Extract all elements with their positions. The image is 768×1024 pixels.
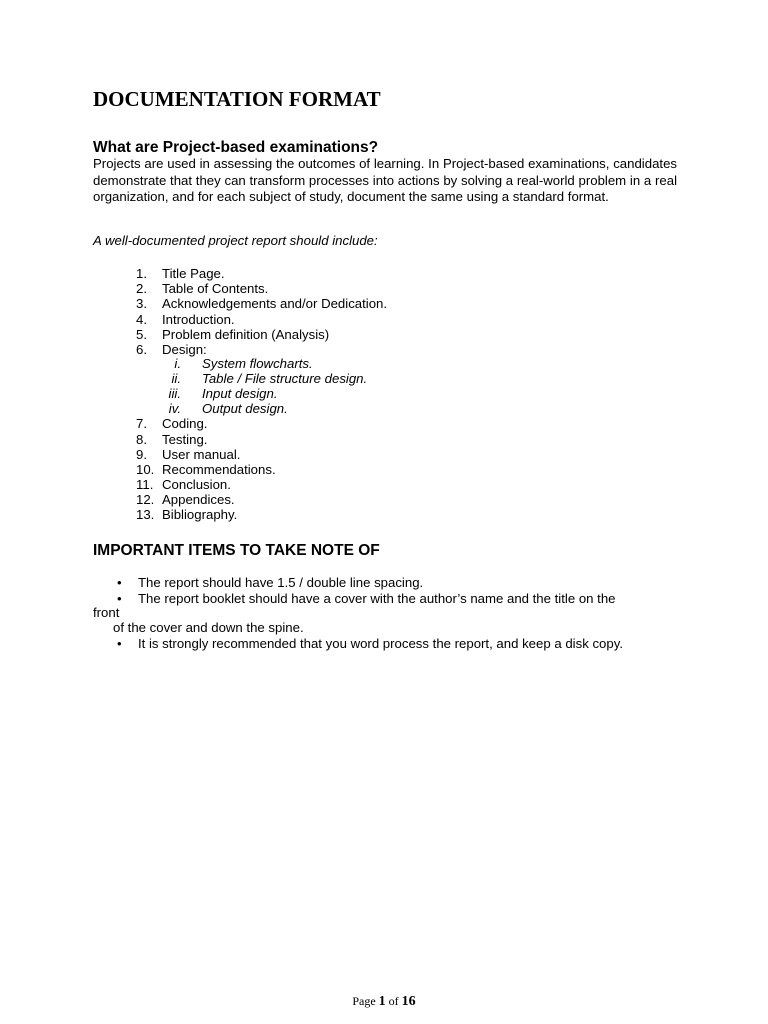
bullet-icon: • — [117, 590, 122, 606]
list-item — [136, 296, 556, 311]
total-pages: 16 — [401, 994, 416, 1009]
notes-list — [93, 576, 663, 653]
note-text: The report should have 1.5 / double line spacing. — [138, 575, 424, 590]
list-label: Title Page. — [162, 266, 225, 281]
subitem-label: Table / File structure design. — [202, 370, 368, 386]
list-item — [136, 492, 556, 507]
list-number: 2. — [136, 281, 147, 297]
notes-heading: IMPORTANT ITEMS TO TAKE NOTE OF — [93, 542, 380, 559]
bullet-icon: • — [117, 575, 122, 590]
section-heading: What are Project-based examinations? — [93, 139, 379, 156]
note-item — [93, 592, 663, 636]
list-item — [136, 312, 556, 327]
list-item — [136, 477, 556, 492]
list-number: 3. — [136, 296, 147, 312]
list-label: Acknowledgements and/or Dedication. — [162, 296, 388, 312]
list-item — [136, 447, 556, 462]
list-number: 10. — [136, 461, 155, 477]
list-item — [136, 462, 556, 477]
design-subitem — [136, 387, 556, 402]
footer-prefix: Page — [352, 994, 376, 1008]
list-label: Recommendations. — [162, 461, 276, 477]
subitem-number: ii. — [171, 370, 181, 386]
list-label: Testing. — [162, 431, 208, 447]
list-label: Conclusion. — [162, 477, 231, 493]
intro-paragraph: Projects are used in assessing the outcomes of learning. In Project-based examinations, candidates demonstrate that they can transform processes into actions by solving a real-world problem in a real organization, and for each subject of study, document the same using a standard format. — [93, 156, 677, 204]
page-title: DOCUMENTATION FORMAT — [93, 87, 381, 111]
note-text: The report booklet should have a cover with the author’s name and the title on the — [138, 590, 616, 606]
note-item — [93, 576, 663, 591]
list-item — [136, 281, 556, 296]
subitem-label: System flowcharts. — [202, 356, 313, 372]
list-item — [136, 416, 556, 431]
list-number: 11. — [136, 477, 154, 493]
list-number: 7. — [136, 416, 147, 432]
list-label: Problem definition (Analysis) — [162, 326, 330, 342]
list-number: 12. — [136, 492, 155, 508]
note-text-wrap: front — [93, 605, 120, 621]
contents-list — [136, 266, 556, 523]
list-number: 5. — [136, 326, 147, 342]
lead-text: A well-documented project report should include: — [93, 233, 378, 248]
list-label: Appendices. — [162, 492, 235, 508]
list-label: Design: — [162, 341, 207, 357]
list-label: Introduction. — [162, 311, 235, 327]
list-label: Table of Contents. — [162, 281, 269, 297]
note-item — [93, 637, 663, 652]
subitem-number: iv. — [168, 400, 181, 416]
list-item — [136, 266, 556, 281]
design-subitem — [136, 402, 556, 417]
list-item — [136, 432, 556, 447]
list-label: User manual. — [162, 446, 241, 462]
design-subitem — [136, 357, 556, 372]
list-item — [136, 342, 556, 357]
note-text-continued: of the cover and down the spine. — [113, 619, 304, 635]
design-subitem — [136, 372, 556, 387]
list-number: 4. — [136, 311, 147, 327]
bullet-icon: • — [117, 635, 122, 651]
page-footer — [0, 993, 768, 1010]
list-item — [136, 507, 556, 522]
subitem-label: Input design. — [202, 385, 278, 401]
note-text: It is strongly recommended that you word process the report, and keep a disk copy. — [138, 635, 624, 651]
list-number: 1. — [136, 266, 147, 281]
list-number: 8. — [136, 431, 147, 447]
subitem-number: iii. — [168, 385, 181, 401]
list-number: 6. — [136, 341, 147, 357]
subitem-number: i. — [174, 356, 181, 372]
list-item — [136, 327, 556, 342]
list-label: Bibliography. — [162, 507, 238, 523]
list-number: 13. — [136, 507, 155, 523]
list-label: Coding. — [162, 416, 208, 432]
subitem-label: Output design. — [202, 400, 288, 416]
list-number: 9. — [136, 446, 147, 462]
current-page-number: 1 — [378, 994, 386, 1009]
footer-separator: of — [388, 994, 399, 1008]
